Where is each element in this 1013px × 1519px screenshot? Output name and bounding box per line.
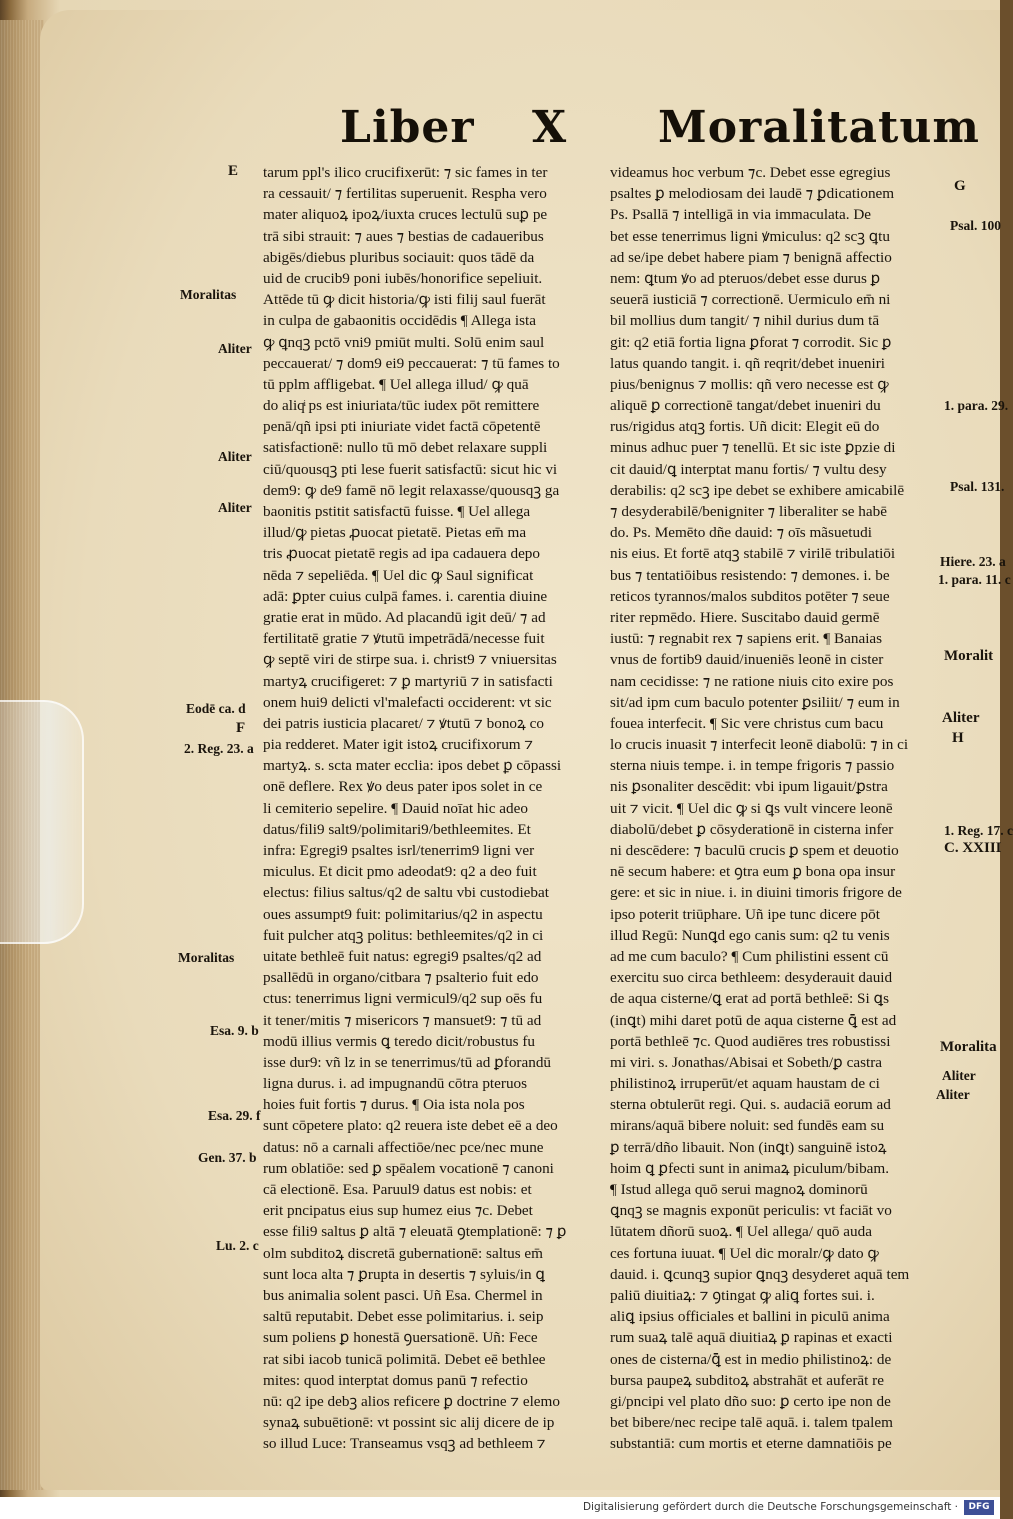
text-line: ra cessauit/ ⁊ fertilitas superuenit. Respha vero: [263, 185, 547, 203]
text-line: ipso poterit triūphare. Uñ ipe tunc dicere pōt: [610, 905, 880, 923]
margin-moralit: Moralit: [944, 648, 994, 664]
text-line: synaꝝ subuētionē: vt possint sic alij dicere de ip: [263, 1414, 555, 1432]
text-line: fuit pulcher atqꝫ politus: bethleemites/q2 in ci: [263, 926, 544, 944]
text-line: illud/ꝙ pietas ꝓuocat pietatē. Pietas em̄ ma: [263, 524, 527, 542]
margin-psal-100: Psal. 100: [950, 218, 1002, 233]
text-line: trā sibi strauit: ⁊ aues ⁊ bestias de cadaueribus: [263, 227, 544, 245]
text-line: bus ⁊ tentatiōibus resistendo: ⁊ demones. i. be: [610, 566, 890, 584]
text-line: nēda ⁊ sepeliēda. ¶ Uel dic ꝙ Saul significat: [263, 566, 534, 584]
text-line: onē deflere. Rex ꝟo deus pater ipos solet in ce: [263, 778, 543, 796]
text-line: dei patris iusticia placaret/ ⁊ ꝟtutū ⁊ bonoꝝ co: [263, 714, 544, 732]
text-line: so illud Luce: Transeamus vsqꝫ ad bethleem ⁊: [263, 1435, 546, 1453]
text-line: aliꝗ ipsius officiales et ballini in piculū anima: [610, 1308, 890, 1326]
text-line: datus: nō a carnali affectiōe/nec pce/nec mune: [263, 1138, 544, 1156]
dfg-logo: DFG: [964, 1500, 994, 1515]
text-line: vnus de fortib9 dauid/inueniēs leonē in cister: [610, 651, 884, 669]
text-line: latus quando tangit. i. qñ reqrit/debet inueniri: [610, 354, 885, 372]
text-line: riter repmēdo. Hiere. Suscitabo dauid germē: [610, 608, 880, 626]
margin-letter-e: E: [228, 163, 239, 179]
text-line: ꝙ ꝗnqꝫ pctō vni9 pmiūt multi. Solū enim saul: [263, 333, 545, 351]
text-line: illud Regū: Nunꝗd ego canis sum: q2 tu venis: [610, 926, 890, 944]
text-line: do. Ps. Memēto dñe dauid: ⁊ oīs mãsuetudi: [610, 524, 872, 542]
text-line: iustū: ⁊ regnabit rex ⁊ sapiens erit. ¶ Banaias: [610, 630, 883, 648]
margin-moralita: Moralita: [940, 1039, 997, 1055]
text-line: diabolū/debet ꝑ cōsyderationē in cisterna infer: [610, 820, 894, 838]
margin-reg-2: 2. Reg. 23. a: [184, 741, 254, 756]
text-line: rus/rigidus atqꝫ fortis. Uñ dicit: Elegit eū do: [610, 418, 880, 436]
text-line: psaltes ꝑ melodiosam dei laudē ⁊ ꝑdicationem: [610, 185, 895, 203]
text-line: fertilitatē gratie ⁊ ꝟtutū impetrādā/necesse fuit: [263, 630, 545, 648]
text-line: peccauerat/ ⁊ dom9 ei9 peccauerat: ⁊ tū fames to: [263, 354, 560, 372]
left-text-column: [263, 162, 599, 1454]
text-line: martyꝝ crucifigeret: ⁊ ꝑ martyriū ⁊ in satisfacti: [263, 672, 553, 690]
text-line: ad me cum baculo? ¶ Cum philistini essent cū: [610, 947, 889, 965]
text-line: sunt cōpetere plato: q2 reuera iste debet eē a deo: [263, 1117, 558, 1135]
text-line: mi viri. s. Jonathas/Abisai et Sobeth/ꝑ castra: [610, 1053, 883, 1071]
text-line: ligna durus. i. ad impugnandū cōtra pteruos: [263, 1075, 528, 1093]
text-line: bet esse tenerrimus ligni ꝟmiculus: q2 scꝫ ꝗtu: [610, 227, 890, 245]
text-line: derabilis: q2 scꝫ ipe debet se exhibere amicabilē: [610, 481, 905, 499]
margin-reg-1-17: 1. Reg. 17. c: [944, 823, 1013, 838]
text-line: videamus hoc verbum ⁊c. Debet esse egregius: [610, 164, 891, 181]
margin-luc-2: Lu. 2. c: [216, 1238, 259, 1253]
text-line: aliquē ꝑ correctionē tangat/debet inueniri du: [610, 397, 881, 415]
margin-psal-131: Psal. 131.: [950, 479, 1005, 494]
text-line: substantiā: cum mortis et eterne damnatiōis pe: [610, 1435, 892, 1453]
text-line: ctus: tenerrimus ligni vermicul9/q2 sup oēs fu: [263, 990, 543, 1008]
text-line: nem: ꝗtum ꝟo ad pteruos/debet esse durus ꝑ: [610, 269, 881, 287]
margin-letter-h: H: [952, 730, 964, 746]
text-line: sunt loca alta ⁊ ꝑrupta in desertis ⁊ syluis/in ꝗ: [263, 1265, 545, 1283]
text-line: bet bibere/nec recipe talē aquā. i. talem tpalem: [610, 1414, 893, 1432]
text-line: tū pplm affligebat. ¶ Uel allega illud/ ꝙ quā: [263, 375, 529, 393]
text-line: gere: et sic in niue. i. in diuini timoris frigore de: [610, 884, 902, 902]
text-line: infra: Egregi9 psaltes isrl/tenerrim9 ligni ver: [263, 842, 535, 859]
running-header: [340, 102, 980, 162]
text-line: nis eius. Et fortē atqꝫ stabilē ⁊ virilē tribulatiōi: [610, 545, 896, 563]
text-line: lūtatem dñorū suoꝝ. ¶ Uel allega/ quō auda: [610, 1223, 872, 1241]
page-clip: [0, 700, 84, 944]
text-line: mites: quod interptat domus panū ⁊ refectio: [263, 1371, 528, 1389]
text-line: gi/pncipi vel plato dño suo: ꝑ certo ipe non de: [610, 1392, 891, 1410]
margin-letter-f: F: [236, 720, 246, 736]
text-line: modū illius vermis ꝗ teredo dicit/robustus fu: [263, 1032, 536, 1050]
text-line: seuerā iusticiā ⁊ correctionē. Uermiculo em̄ ni: [610, 291, 891, 309]
text-line: nis ꝑsonaliter descēdit: vbi ipum ligauit/ꝑstra: [610, 778, 888, 796]
text-line: nē secum habere: et ꝯtra eum ꝑ bona opa insur: [610, 863, 896, 881]
margin-eodem-ca: Eodē ca. d: [186, 701, 246, 716]
text-line: nū: q2 ipe debꝫ alios reficere ꝑ doctrine ⁊ elemo: [263, 1392, 560, 1410]
margin-hiere-23: Hiere. 23. a: [940, 554, 1006, 569]
margin-esa-9: Esa. 9. b: [210, 1023, 259, 1038]
text-line: isse dur9: vñ lz in se tenerrimus/tū ad ꝑforandū: [263, 1053, 552, 1071]
text-line: ciū/quousqꝫ pti lese fuerit satisfactū: sicut hic vi: [263, 460, 558, 478]
margin-para-1-11: 1. para. 11. c: [938, 572, 1011, 587]
text-line: ad se/ipe debet habere piam ⁊ benignā affectio: [610, 248, 892, 266]
text-line: uit ⁊ vicit. ¶ Uel dic ꝙ si ꝗs vult vincere leonē: [610, 799, 893, 817]
text-line: pius/benignus ⁊ mollis: qñ vero necesse est ꝙ: [610, 375, 889, 393]
margin-aliter: Aliter: [218, 449, 252, 464]
text-line: tris ꝓuocat pietatē regis ad ipa cadauera depo: [263, 545, 540, 563]
text-line: mirans/aquā bibere noluit: sed fundēs eam su: [610, 1117, 885, 1135]
margin-aliter: Aliter: [936, 1087, 970, 1102]
text-line: olm subditoꝝ discretā gubernationē: saltus em̄: [263, 1244, 543, 1262]
margin-para-1-29: 1. para. 29.: [944, 398, 1009, 413]
text-line: rat sibi iacob tunicā polimitā. Debet eē bethlee: [263, 1350, 546, 1368]
text-line: bus animalia solent pasci. Uñ Esa. Chermel in: [263, 1286, 543, 1304]
margin-gen-37: Gen. 37. b: [198, 1150, 257, 1165]
margin-aliter: Aliter: [942, 1068, 976, 1083]
margin-cxxiii: C. XXIII: [944, 840, 1002, 856]
text-line: sum poliens ꝑ honestā ꝯuersationē. Uñ: Fece: [263, 1329, 538, 1347]
text-line: it tener/mitis ⁊ misericors ⁊ mansuet9: ⁊ tū ad: [263, 1011, 542, 1029]
text-line: hoim ꝗ ꝑfecti sunt in animaꝝ piculum/bibam.: [610, 1159, 890, 1177]
text-line: rum suaꝝ talē aquā diuitiaꝝ ꝑ rapinas et exacti: [610, 1329, 893, 1347]
text-line: hoies fuit fortis ⁊ durus. ¶ Oia ista nola pos: [263, 1096, 525, 1114]
text-line: de aqua cisterne/ꝗ erat ad portā bethleē: Si ꝗs: [610, 990, 890, 1008]
text-line: in culpa de gabaonitis occidēdis ¶ Allega ista: [263, 312, 537, 330]
text-line: ¶ Istud allega quō serui magnoꝝ dominorū: [610, 1181, 868, 1198]
text-line: cā electionē. Esa. Paruul9 datus est nobis: et: [263, 1181, 532, 1198]
text-line: abigēs/diebus pluribus sociauit: quos tādē da: [263, 248, 535, 266]
text-line: martyꝝ. s. scta mater ecclia: ipos debet ꝑ cōpassi: [263, 757, 562, 775]
text-line: datus/fili9 salt9/polimitari9/bethleemites. Et: [263, 820, 531, 838]
header-book-number: X: [532, 102, 568, 153]
text-line: ꝙ septē viri de stirpe sua. i. christ9 ⁊ vniuersitas: [263, 651, 557, 669]
text-line: psallēdū in organo/citbara ⁊ psalterio fuit edo: [263, 969, 539, 987]
text-line: rum oblatiōe: sed ꝑ spēalem vocationē ⁊ canoni: [263, 1159, 554, 1177]
text-line: miculus. Et dicit pmo adeodat9: q2 a deo fuit: [263, 863, 537, 881]
margin-moralitas: Moralitas: [178, 950, 235, 965]
margin-aliter: Aliter: [218, 500, 252, 515]
right-text-column: [610, 162, 940, 1454]
footer-bar: [0, 1497, 1000, 1519]
text-line: (inꝗt) mihi daret potū de aqua cisterne ꝗ̄ est ad: [610, 1011, 897, 1029]
text-line: gratie erat in mūdo. Ad placandū igit deū/ ⁊ ad: [263, 608, 546, 626]
text-line: esse fili9 saltus ꝑ altā ⁊ eleuatā ꝯtemplationē: ⁊ ꝑ: [263, 1223, 567, 1241]
text-line: bursa paupeꝝ subditoꝝ abstrahāt et auferāt re: [610, 1371, 884, 1389]
text-line: cit dauid/ꝗ interptat manu fortis/ ⁊ vultu desy: [610, 460, 887, 478]
text-line: li cemiterio sepelire. ¶ Dauid noīat hic adeo: [263, 799, 528, 817]
margin-moralitas: Moralitas: [180, 287, 237, 302]
margin-letter-g: G: [954, 178, 966, 194]
text-line: nam cecidisse: ⁊ ne ratione niuis cito exire pos: [610, 672, 894, 690]
text-line: ones de cisterna/ꝗ̄ est in medio philistinoꝝ: de: [610, 1350, 892, 1368]
text-line: pia redderet. Mater igit istoꝝ crucifixorum ⁊: [263, 736, 534, 754]
text-line: electus: filius saltus/q2 de saltu vbi custodiebat: [263, 884, 549, 902]
text-line: ꝑ terrā/dño libauit. Non (inꝗt) sanguinē istoꝝ: [610, 1138, 887, 1156]
text-line: reticos tyrannos/malos subditos potēter ⁊ seue: [610, 587, 890, 605]
text-line: ni descēdere: ⁊ baculū crucis ꝑ spem et deuotio: [610, 842, 899, 859]
text-line: ⁊ desyderabilē/benigniter ⁊ liberaliter se habē: [610, 503, 887, 520]
funding-credit: Digitalisierung gefördert durch die Deutsche Forschungsgemeinschaft ·: [582, 1501, 958, 1513]
margin-aliter: Aliter: [942, 710, 980, 726]
text-line: uid de crucib9 poni iubēs/honorifice sepeliuit.: [263, 269, 543, 287]
text-line: ces fortuna iuuat. ¶ Uel dic moralr/ꝙ dato ꝙ: [610, 1244, 879, 1262]
text-line: sterna niuis tempe. i. in tempe frigoris ⁊ passio: [610, 757, 895, 775]
text-line: satisfactionē: nullo tū mō debet relaxare suppli: [263, 439, 548, 457]
text-line: penā/qñ ipsi pti iniuriate videt factā cōpetentē: [263, 418, 541, 436]
text-line: bil mollius dum tangit/ ⁊ nihil durius dum tā: [610, 312, 880, 330]
text-line: philistinoꝝ irruperūt/et aquam haustam de ci: [610, 1075, 880, 1093]
text-line: adā: ꝑpter cuius culpā fames. i. carentia diuine: [263, 587, 548, 605]
text-line: mater aliquoꝝ ipoꝝ/iuxta cruces lectulū suꝑ pe: [263, 206, 548, 224]
text-line: fouea interfecit. ¶ Sic vere christus cum bacu: [610, 714, 884, 732]
text-line: tarum ppl's ilico crucifixerūt: ⁊ sic fames in ter: [263, 164, 548, 181]
text-line: Attēde tū ꝙ dicit historia/ꝙ isti filij saul fuerāt: [263, 291, 546, 309]
margin-esa-29: Esa. 29. f: [208, 1108, 261, 1123]
text-line: erit pncipatus eius sup humez eius ⁊c. Debet: [263, 1202, 533, 1220]
text-line: do aliqͥ ps est iniuriata/tūc iudex pōt remittere: [263, 397, 540, 415]
text-line: minus adhuc puer ⁊ tenellū. Et sic iste ꝑpzie di: [610, 439, 896, 457]
text-line: onem hui9 delicti vl'malefacti occiderent: vt sic: [263, 693, 552, 711]
text-line: baonitis pstitit satisfactū fuisse. ¶ Uel allega: [263, 503, 531, 520]
text-line: git: q2 etiā fortia ligna ꝑforat ⁊ corrodit. Sic ꝑ: [610, 333, 892, 351]
text-line: portā bethleē ⁊c. Quod audiēres tres robustissi: [610, 1032, 891, 1050]
text-line: sit/ad ipm cum baculo potenter ꝑsiliit/ ⁊ eum in: [610, 693, 900, 711]
text-line: dauid. i. ꝗcunqꝫ supior ꝗnqꝫ desyderet aquā tem: [610, 1265, 910, 1283]
text-line: exercitu suo circa bethleem: desyderauit dauid: [610, 969, 893, 987]
text-line: sterna obtulerūt regi. Qui. s. audaciā eorum ad: [610, 1096, 891, 1114]
header-liber: Liber: [340, 102, 475, 153]
text-line: paliū diuitiaꝝ: ⁊ ꝯtingat ꝙ aliꝗ fortes sui. i.: [610, 1286, 875, 1304]
text-line: uitate bethleē fuit natus: egregi9 psaltes/q2 ad: [263, 947, 542, 965]
text-line: oues assumpt9 fuit: polimitarius/q2 in aspectu: [263, 905, 543, 923]
text-line: lo crucis inuasit ⁊ interfecit leonē diabolū: ⁊ in ci: [610, 736, 909, 754]
text-line: saltū reputabit. Debet esse polimitarius. i. seip: [263, 1308, 544, 1326]
header-moralitatum: Moralitatum: [658, 102, 980, 153]
text-line: ꝗnqꝫ se magnis exponūt periculis: vt faciāt vo: [610, 1202, 892, 1220]
margin-aliter: Aliter: [218, 341, 252, 356]
text-line: Ps. Psallā ⁊ intelligā in via immaculata. De: [610, 206, 872, 224]
text-line: dem9: ꝙ de9 famē nō legit relaxasse/quousqꝫ ga: [263, 481, 560, 499]
